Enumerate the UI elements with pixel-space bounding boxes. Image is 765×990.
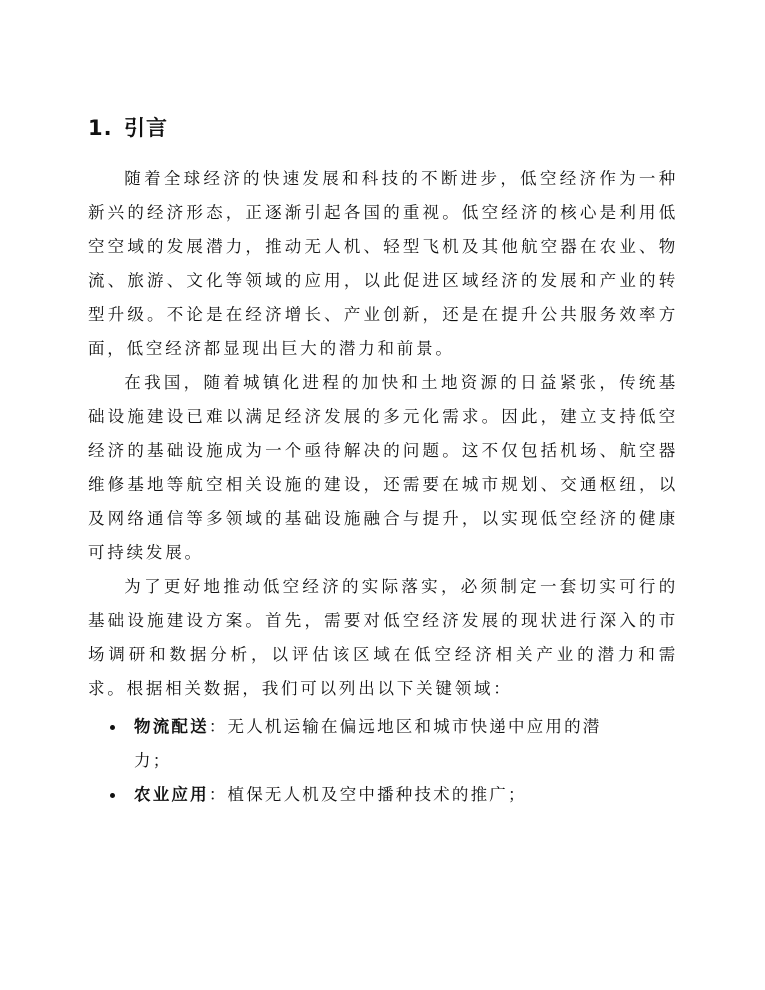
document-page (88, 108, 678, 812)
list-item-term: 农业应用 (134, 785, 209, 804)
bullet-dot (110, 793, 115, 798)
section-title: 引言 (124, 116, 168, 140)
list-item (88, 778, 638, 812)
bullet-dot (110, 725, 115, 730)
key-areas-list (88, 710, 678, 812)
paragraph: 随着全球经济的快速发展和科技的不断进步，低空经济作为一种新兴的经济形态，正逐渐引起各国的重视。低空经济的核心是利用低空空域的发展潜力，推动无人机、轻型飞机及其他航空器在农业、物流、旅游、文化等领域的应用，以此促进区域经济的发展和产业的转型升级。不论是在经济增长、产业创新，还是在提升公共服务效率方面，低空经济都显现出巨大的潜力和前景。 (88, 169, 678, 358)
list-item (88, 710, 638, 778)
paragraph: 在我国，随着城镇化进程的加快和土地资源的日益紧张，传统基础设施建设已难以满足经济发展的多元化需求。因此，建立支持低空经济的基础设施成为一个亟待解决的问题。这不仅包括机场、航空器维修基地等航空相关设施的建设，还需要在城市规划、交通枢纽，以及网络通信等多领域的基础设施融合与提升，以实现低空经济的健康可持续发展。 (88, 373, 678, 562)
paragraph: 为了更好地推动低空经济的实际落实，必须制定一套切实可行的基础设施建设方案。首先，需要对低空经济发展的现状进行深入的市场调研和数据分析，以评估该区域在低空经济相关产业的潜力和需求。根据相关数据，我们可以列出以下关键领域： (88, 577, 678, 698)
section-heading (88, 108, 678, 148)
list-item-term: 物流配送 (134, 717, 209, 736)
list-item-text: ：植保无人机及空中播种技术的推广； (208, 785, 527, 804)
section-number: 1. (88, 116, 113, 140)
list-item-text: ：无人机运输在偏远地区和城市快递中应用的潜力； (134, 717, 602, 770)
